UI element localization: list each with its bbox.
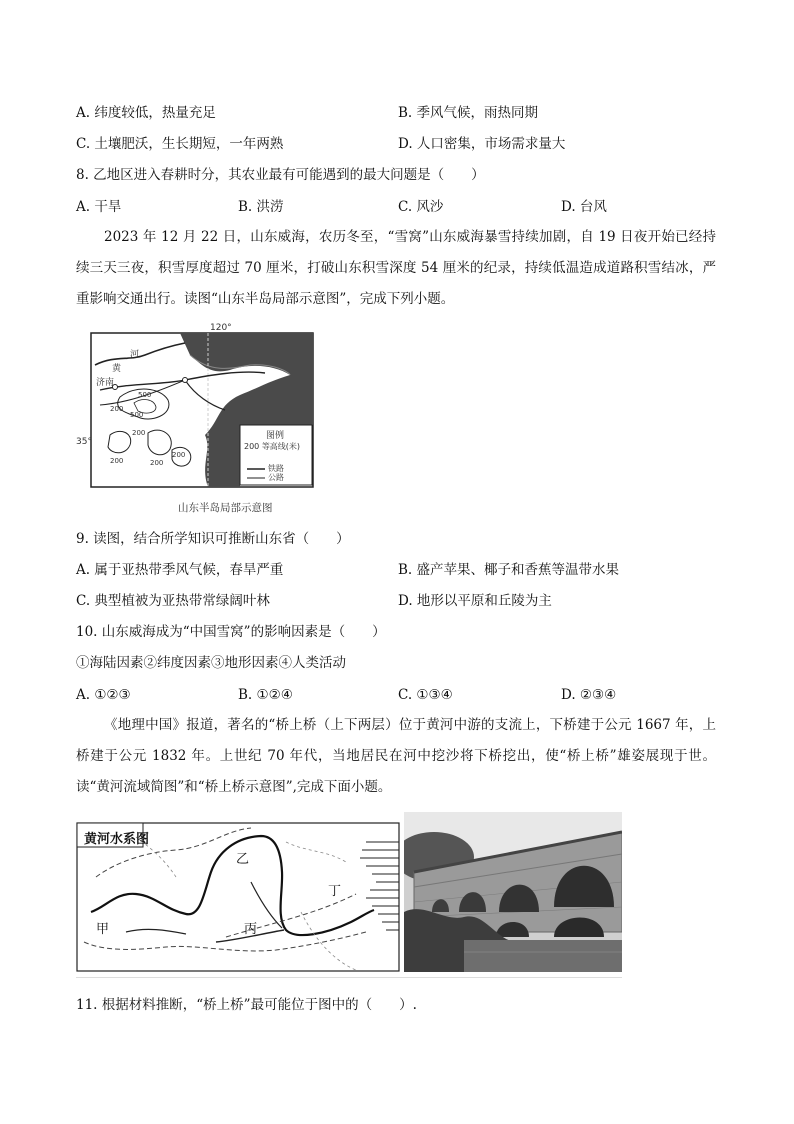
q9-option-c: C. 典型植被为亚热带常绿阔叶林: [76, 593, 270, 609]
city-label-jinan: 济南: [96, 378, 115, 388]
q8-option-a: A. 干旱: [76, 199, 122, 215]
q8-option-c: C. 风沙: [398, 199, 444, 215]
lon-label: 120°: [210, 323, 232, 333]
q8-stem: 8. 乙地区进入春耕时分，其农业最有可能遇到的最大问题是（ ）: [76, 167, 485, 183]
q10-stem: 10. 山东威海成为“中国雪窝”的影响因素是（ ）: [76, 624, 386, 640]
map2-label-jia: 甲: [96, 922, 110, 937]
map2-label-ding: 丁: [328, 884, 342, 899]
contour-label: 200: [110, 405, 124, 413]
contour-label: 200: [172, 451, 186, 459]
legend-railway: 铁路: [268, 464, 284, 473]
figure-divider: [76, 977, 622, 978]
q11-stem: 11. 根据材料推断，“桥上桥”最可能位于图中的（ ）.: [76, 997, 417, 1013]
q7-option-b: B. 季风气候，雨热同期: [398, 105, 539, 121]
contour-label: 500: [138, 391, 152, 399]
bridge-photo: [404, 812, 622, 972]
legend-road: 公路: [268, 473, 284, 482]
river-label-he: 河: [130, 350, 140, 360]
shandong-map: [76, 323, 315, 490]
q7-option-a: A. 纬度较低，热量充足: [76, 105, 216, 121]
q9-option-a: A. 属于亚热带季风气候，春旱严重: [76, 562, 284, 578]
q9-option-d: D. 地形以平原和丘陵为主: [398, 593, 552, 609]
q7-option-d: D. 人口密集，市场需求量大: [398, 136, 566, 152]
passage-shandong-snow: 2023 年 12 月 22 日，山东威海，农历冬至，“雪窝”山东威海暴雪持续加剧，自 19 日夜开始已经持续三天三夜，积雪厚度超过 70 厘米，打破山东积雪深度 54 厘米的纪录，持续低温造成道路积雪结冰，严重影响交通出行。读图“山东半岛局部示意图”，完成下列小题。: [76, 229, 716, 307]
q10-option-d: D. ②③④: [561, 687, 617, 703]
passage-bridge: 《地理中国》报道，著名的“桥上桥（上下两层）位于黄河中游的支流上，下桥建于公元 1667 年，上桥建于公元 1832 年。上世纪 70 年代，当地居民在河中挖沙将下桥挖出，使“桥上桥”雄姿展现于世。读“黄河流域简图”和“桥上桥示意图”,完成下面小题。: [76, 717, 716, 795]
q8-option-b: B. 洪涝: [238, 199, 284, 215]
q7-option-c: C. 土壤肥沃，生长期短，一年两熟: [76, 136, 284, 152]
q10-option-c: C. ①③④: [398, 687, 453, 703]
contour-label: 200: [150, 459, 164, 467]
bridge-photo-graphic: [404, 812, 622, 972]
lat-label: 35°: [76, 437, 92, 447]
map1-caption: 山东半岛局部示意图: [178, 502, 273, 514]
map2-label-bing: 丙: [244, 922, 258, 937]
q9-option-b: B. 盛产苹果、椰子和香蕉等温带水果: [398, 562, 620, 578]
q10-option-a: A. ①②③: [76, 687, 131, 703]
map2-label-yi: 乙: [236, 852, 250, 867]
river-label-huang: 黄: [112, 364, 122, 374]
contour-label: 500: [130, 411, 144, 419]
legend-contour: 200 等高线(米): [244, 442, 301, 451]
q8-option-d: D. 台风: [561, 199, 607, 215]
contour-label: 200: [110, 457, 124, 465]
q9-stem: 9. 读图，结合所学知识可推断山东省（ ）: [76, 531, 350, 547]
legend-title: 图例: [266, 431, 285, 441]
q10-factors: ①海陆因素②纬度因素③地形因素④人类活动: [76, 655, 346, 671]
q10-option-b: B. ①②④: [238, 687, 293, 703]
yellow-river-map: [76, 822, 400, 972]
contour-label: 200: [132, 429, 146, 437]
map2-title: 黄河水系图: [84, 832, 150, 847]
